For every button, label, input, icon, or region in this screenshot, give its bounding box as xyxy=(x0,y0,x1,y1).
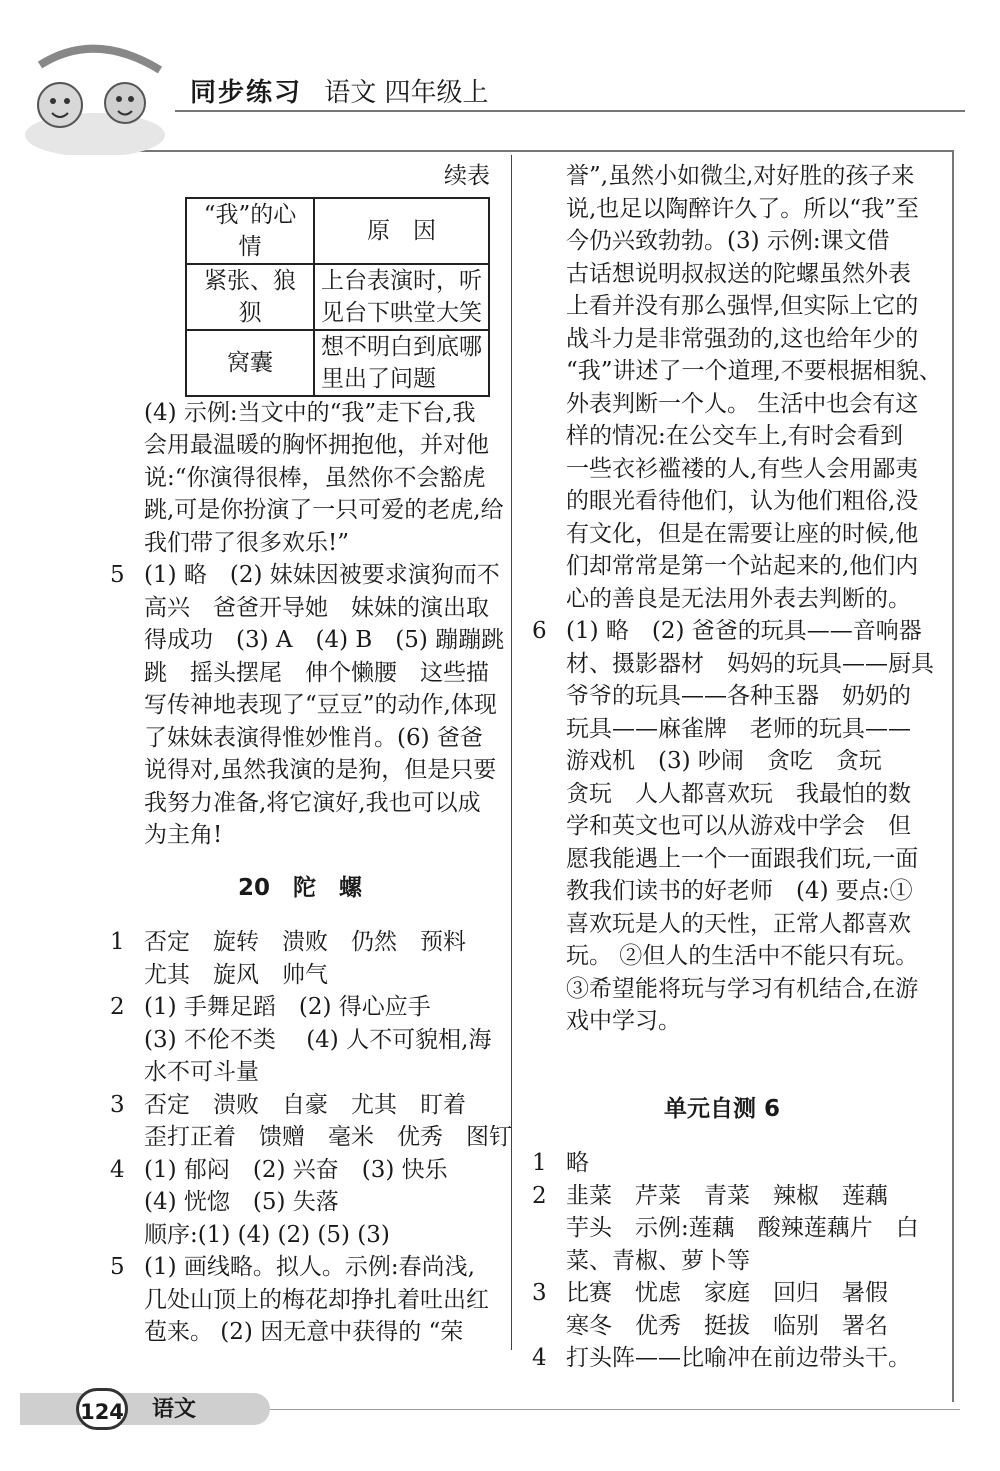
answer-line xyxy=(532,1212,919,1245)
answer-line xyxy=(110,559,500,592)
answer-text: 爷爷的玩具——各种玉器 奶奶的 xyxy=(566,683,911,709)
answer-line xyxy=(532,388,919,421)
answer-text: (1) 略 (2) 爸爸的玩具——音响器 xyxy=(566,618,922,644)
answer-line xyxy=(532,518,919,551)
answer-text: 会用最温暖的胸怀拥抱他，并对他 xyxy=(144,432,489,458)
table-row xyxy=(186,264,489,330)
answer-text: 我努力准备,将它演好,我也可以成 xyxy=(144,789,481,816)
answer-text: 誉”,虽然小如微尘,对好胜的孩子来 xyxy=(566,163,915,189)
answer-text: 跳,可是你扮演了一只可爱的老虎,给 xyxy=(144,497,504,523)
answer-line xyxy=(532,1180,912,1213)
answer-line xyxy=(110,1056,490,1089)
answer-text: 歪打正着 馈赠 毫米 优秀 图钉 xyxy=(144,1124,512,1150)
table-cell: 上台表演时，听 见台下哄堂大笑 xyxy=(314,264,489,330)
answer-text: 说得对,虽然我演的是狗，但是只要 xyxy=(144,757,497,783)
answer-line xyxy=(532,258,912,291)
answer-text: 玩。 ②但人的生活中不能只有玩。 xyxy=(566,943,919,969)
answer-text: 我们带了很多欢乐!” xyxy=(144,529,350,556)
answer-line xyxy=(110,1219,490,1252)
question-number: 6 xyxy=(532,618,547,644)
table-header-row xyxy=(186,198,489,264)
answer-text: 为主角! xyxy=(144,822,223,848)
answer-line xyxy=(532,323,919,356)
continued-label: 续表 xyxy=(444,163,490,189)
answer-text: 水不可斗量 xyxy=(144,1059,259,1085)
question-number: 5 xyxy=(110,1254,125,1280)
answer-text: (3) 不伦不类 (4) 人不可貌相,海 xyxy=(144,1026,492,1053)
answer-text: 韭菜 芹菜 青菜 辣椒 莲藕 xyxy=(566,1182,888,1209)
answer-line xyxy=(532,355,942,388)
answer-text: 玩具——麻雀牌 老师的玩具—— xyxy=(566,715,911,742)
answer-text: 略 xyxy=(566,1150,589,1176)
answer-text: 游戏机 (3) 吵闹 贪吃 贪玩 xyxy=(566,748,882,774)
answer-text: 跳 摇头摆尾 伸个懒腰 这些描 xyxy=(144,659,489,686)
answer-text: (4) 恍惚 (5) 失落 xyxy=(144,1189,339,1215)
question-number: 1 xyxy=(110,929,125,955)
question-number: 2 xyxy=(110,994,125,1020)
answer-line xyxy=(532,193,919,226)
question-number: 5 xyxy=(110,562,125,588)
answer-line xyxy=(110,462,490,495)
answer-line xyxy=(532,778,912,811)
answer-text: 贪玩 人人都喜欢玩 我最怕的数 xyxy=(566,780,911,807)
answer-text: ③希望能将玩与学习有机结合,在游 xyxy=(566,975,919,1002)
answer-text: 几处山顶上的梅花却挣扎着吐出红 xyxy=(144,1286,489,1313)
answer-text: 顺序:(1) (4) (2) (5) (3) xyxy=(144,1221,390,1248)
answer-text: 喜欢玩是人的天性，正常人都喜欢 xyxy=(566,910,911,937)
book-series-title: 同步练习 xyxy=(190,78,303,108)
answer-text: 说,也足以陶醉许久了。所以“我”至 xyxy=(566,195,919,222)
answer-line xyxy=(532,973,919,1006)
answer-line xyxy=(110,819,490,852)
answer-line xyxy=(532,615,922,648)
answer-line xyxy=(110,754,497,787)
answer-line xyxy=(110,689,497,722)
answer-text: 戏中学习。 xyxy=(566,1008,681,1034)
question-number: 4 xyxy=(110,1156,125,1183)
answer-line xyxy=(532,745,912,778)
answer-text: 打头阵——比喻冲在前边带头干。 xyxy=(566,1345,911,1371)
answer-text: 上看并没有那么强悍,但实际上它的 xyxy=(566,293,919,319)
answer-line xyxy=(110,1024,490,1057)
answer-line xyxy=(110,624,505,657)
answer-line xyxy=(532,713,912,746)
table-row xyxy=(186,330,489,396)
answer-text: 菜、青椒、萝卜等 xyxy=(566,1247,750,1274)
answer-line xyxy=(532,843,919,876)
answer-line xyxy=(110,1284,490,1317)
answer-text: 芋头 示例:莲藕 酸辣莲藕片 白 xyxy=(566,1215,919,1241)
answer-block xyxy=(110,926,512,1349)
answer-text: 否定 旋转 溃败 仍然 预料 xyxy=(144,929,466,955)
answer-line xyxy=(110,429,490,462)
section-title: 单元自测 6 xyxy=(663,1095,780,1122)
answer-text: 高兴 爸爸开导她 妹妹的演出取 xyxy=(144,594,489,621)
answer-text: 比赛 忧虑 家庭 回归 暑假 xyxy=(566,1280,888,1306)
answer-line xyxy=(110,1186,490,1219)
answer-line xyxy=(110,397,490,430)
answer-block xyxy=(532,1147,919,1375)
answer-line xyxy=(532,485,919,518)
answer-block xyxy=(532,160,942,1038)
table-header-cell: 原 因 xyxy=(314,198,489,264)
answer-line xyxy=(532,1342,912,1375)
page-number: 124 xyxy=(76,1388,128,1430)
answer-block xyxy=(110,397,505,852)
answer-line xyxy=(532,680,912,713)
answer-text: (4) 示例:当文中的“我”走下台,我 xyxy=(144,399,476,426)
answer-line xyxy=(532,1005,912,1038)
section-title: 20 陀 螺 xyxy=(237,874,362,901)
answer-text: 古话想说明叔叔送的陀螺虽然外表 xyxy=(566,260,911,287)
answer-text: 尤其 旋风 帅气 xyxy=(144,961,328,988)
table-cell: 窝囊 xyxy=(186,330,314,396)
answer-text: 的眼光看待他们，认为他们粗俗,没 xyxy=(566,488,919,514)
answer-line xyxy=(110,527,490,560)
book-subtitle: 语文 四年级上 xyxy=(324,78,489,108)
answer-line xyxy=(532,453,919,486)
answer-text: (1) 画线略。拟人。示例:春尚浅, xyxy=(144,1254,475,1280)
column-divider xyxy=(511,155,512,1350)
answer-text: 了妹妹表演得惟妙惟肖。(6) 爸爸 xyxy=(144,724,483,751)
answer-text: 得成功 (3) A (4) B (5) 蹦蹦跳 xyxy=(144,627,505,653)
mascot-illustration xyxy=(20,35,170,155)
header-rule xyxy=(175,110,965,112)
answer-line xyxy=(532,290,919,323)
answer-line xyxy=(110,926,490,959)
answer-text: 心的善良是无法用外表去判断的。 xyxy=(566,585,911,612)
answer-text: (1) 略 (2) 妹妹因被要求演狗而不 xyxy=(144,562,500,588)
question-number: 3 xyxy=(532,1280,547,1306)
answer-line xyxy=(110,1251,490,1284)
page-header xyxy=(190,72,489,109)
footer-rule xyxy=(270,1409,960,1410)
answer-text: 苞来。 (2) 因无意中获得的 “荣 xyxy=(144,1319,464,1345)
answer-line xyxy=(532,1310,912,1343)
left-column xyxy=(110,160,512,1349)
mood-table xyxy=(185,197,490,397)
answer-line xyxy=(110,657,490,690)
answer-text: 外表判断一个人。 生活中也会有这 xyxy=(566,390,919,417)
answer-text: 寒冬 优秀 挺拔 临别 署名 xyxy=(566,1312,888,1339)
answer-text: 们却常常是第一个站起来的,他们内 xyxy=(566,553,919,579)
answer-line xyxy=(110,494,504,527)
answer-line xyxy=(110,1089,490,1122)
answer-line xyxy=(532,583,912,616)
question-number: 4 xyxy=(532,1345,547,1371)
answer-line xyxy=(532,550,919,583)
answer-text: 说:“你演得很棒，虽然你不会豁虎 xyxy=(144,464,486,491)
answer-text: “我”讲述了一个道理,不要根据相貌、 xyxy=(566,358,942,384)
answer-line xyxy=(110,991,490,1024)
answer-line xyxy=(110,1154,490,1187)
answer-line xyxy=(532,1245,912,1278)
answer-line xyxy=(110,959,490,992)
answer-line xyxy=(532,940,919,973)
question-number: 3 xyxy=(110,1091,125,1118)
answer-line xyxy=(532,1277,912,1310)
answer-line xyxy=(532,648,934,681)
answer-text: 一些衣衫褴褛的人,有些人会用鄙夷 xyxy=(566,455,919,482)
answer-text: 今仍兴致勃勃。(3) 示例:课文借 xyxy=(566,228,890,254)
answer-text: 否定 溃败 自豪 尤其 盯着 xyxy=(144,1091,466,1118)
answer-text: 样的情况:在公交车上,有时会看到 xyxy=(566,423,904,449)
footer-subject: 语文 xyxy=(152,1397,197,1422)
right-column xyxy=(532,160,942,1375)
answer-text: (1) 手舞足蹈 (2) 得心应手 xyxy=(144,994,431,1020)
answer-text: 战斗力是非常强劲的,这也给年少的 xyxy=(566,325,919,352)
answer-line xyxy=(110,1121,512,1154)
answer-text: 写传神地表现了“豆豆”的动作,体现 xyxy=(144,692,497,718)
answer-text: 有文化，但是在需要让座的时候,他 xyxy=(566,520,919,547)
answer-line xyxy=(532,875,912,908)
answer-line xyxy=(110,722,490,755)
table-cell: 想不明白到底哪 里出了问题 xyxy=(314,330,489,396)
answer-text: 愿我能遇上一个一面跟我们玩,一面 xyxy=(566,845,919,872)
table-header-cell: “我”的心情 xyxy=(186,198,314,264)
footer-bar xyxy=(20,1393,270,1425)
answer-line xyxy=(110,1316,490,1349)
answer-text: (1) 郁闷 (2) 兴奋 (3) 快乐 xyxy=(144,1156,448,1183)
answer-text: 材、摄影器材 妈妈的玩具——厨具 xyxy=(566,650,934,677)
answer-text: 教我们读书的好老师 (4) 要点:① xyxy=(566,878,913,904)
answer-line xyxy=(532,810,912,843)
question-number: 1 xyxy=(532,1150,547,1176)
answer-line xyxy=(532,420,912,453)
answer-text: 学和英文也可以从游戏中学会 但 xyxy=(566,813,911,839)
answer-line xyxy=(110,592,490,625)
answer-line xyxy=(532,225,912,258)
answer-line xyxy=(532,1147,912,1180)
answer-line xyxy=(532,908,912,941)
answer-line xyxy=(532,160,915,193)
question-number: 2 xyxy=(532,1182,547,1209)
answer-line xyxy=(110,787,490,820)
table-cell: 紧张、狼狈 xyxy=(186,264,314,330)
